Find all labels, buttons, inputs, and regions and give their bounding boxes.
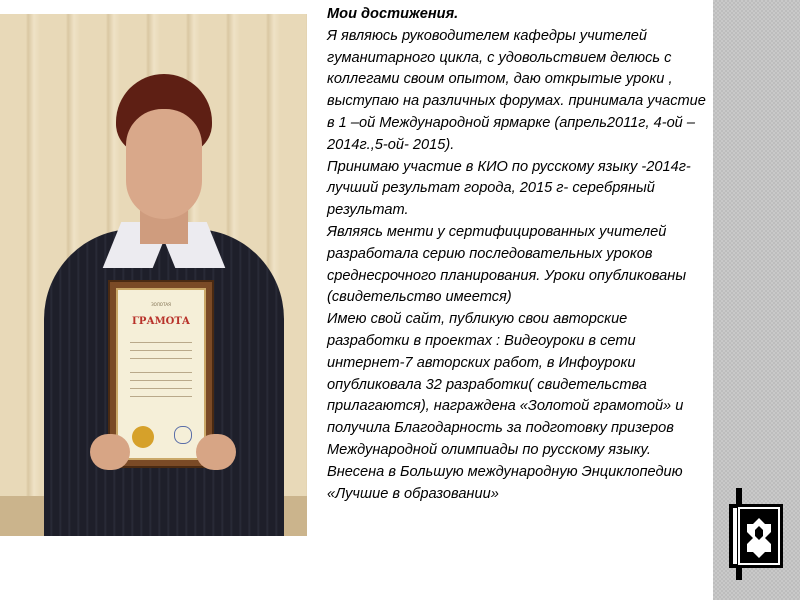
certificate-line	[130, 380, 192, 381]
certificate-line	[130, 396, 192, 397]
achievements-text	[327, 4, 711, 505]
achievements-paragraph: Являясь менти у сертифицированных учителей разработала серию последовательных уроков среднесрочного планирования. Уроки опубликованы (свидетельство имеется)	[327, 223, 687, 306]
achievements-paragraph: Я являюсь руководителем кафедры учителей гуманитарного цикла, с удовольствием делюсь с коллегами своим опытом, даю открытые уроки , выступаю на различных форумах. принимала участие в 1 –ой Международной ярмарке (апрель2011г, 4-ой – 2014г.,5-ой- 2015).	[327, 27, 706, 153]
teacher-photo	[0, 14, 307, 536]
certificate-stamp	[174, 426, 192, 444]
certificate-paper	[116, 288, 206, 460]
achievements-paragraph: Имею свой сайт, публикую свои авторские разработки в проектах : Видеоуроки в сети интернет-7 авторских работ, в Инфоуроки опубликовала 32 разработки( свидетельства прилагаются), награждена «Золотой грамотой» и получила Благодарность за подготовку призеров Международной олимпиады по русскому языку.	[327, 311, 684, 458]
certificate-line	[130, 388, 192, 389]
achievements-heading: Мои достижения.	[327, 6, 459, 22]
achievements-paragraph: Внесена в Большую международную Энциклопедию «Лучшие в образовании»	[327, 463, 683, 502]
certificate-line	[130, 372, 192, 373]
photo-face	[126, 109, 202, 219]
certificate-line	[130, 350, 192, 351]
photo-hand-right	[196, 434, 236, 470]
certificate-title: ГРАМОТА	[132, 316, 190, 327]
achievements-paragraph: Принимаю участие в КИО по русскому языку -2014г- лучший результат города, 2015 г- серебряный результат.	[327, 158, 691, 219]
photo-hand-left	[90, 434, 130, 470]
certificate-line	[130, 358, 192, 359]
certificate-line	[130, 342, 192, 343]
book-icon	[727, 488, 789, 580]
certificate-top-label: ЗОЛОТАЯ	[151, 302, 171, 307]
certificate-seal	[132, 426, 154, 448]
